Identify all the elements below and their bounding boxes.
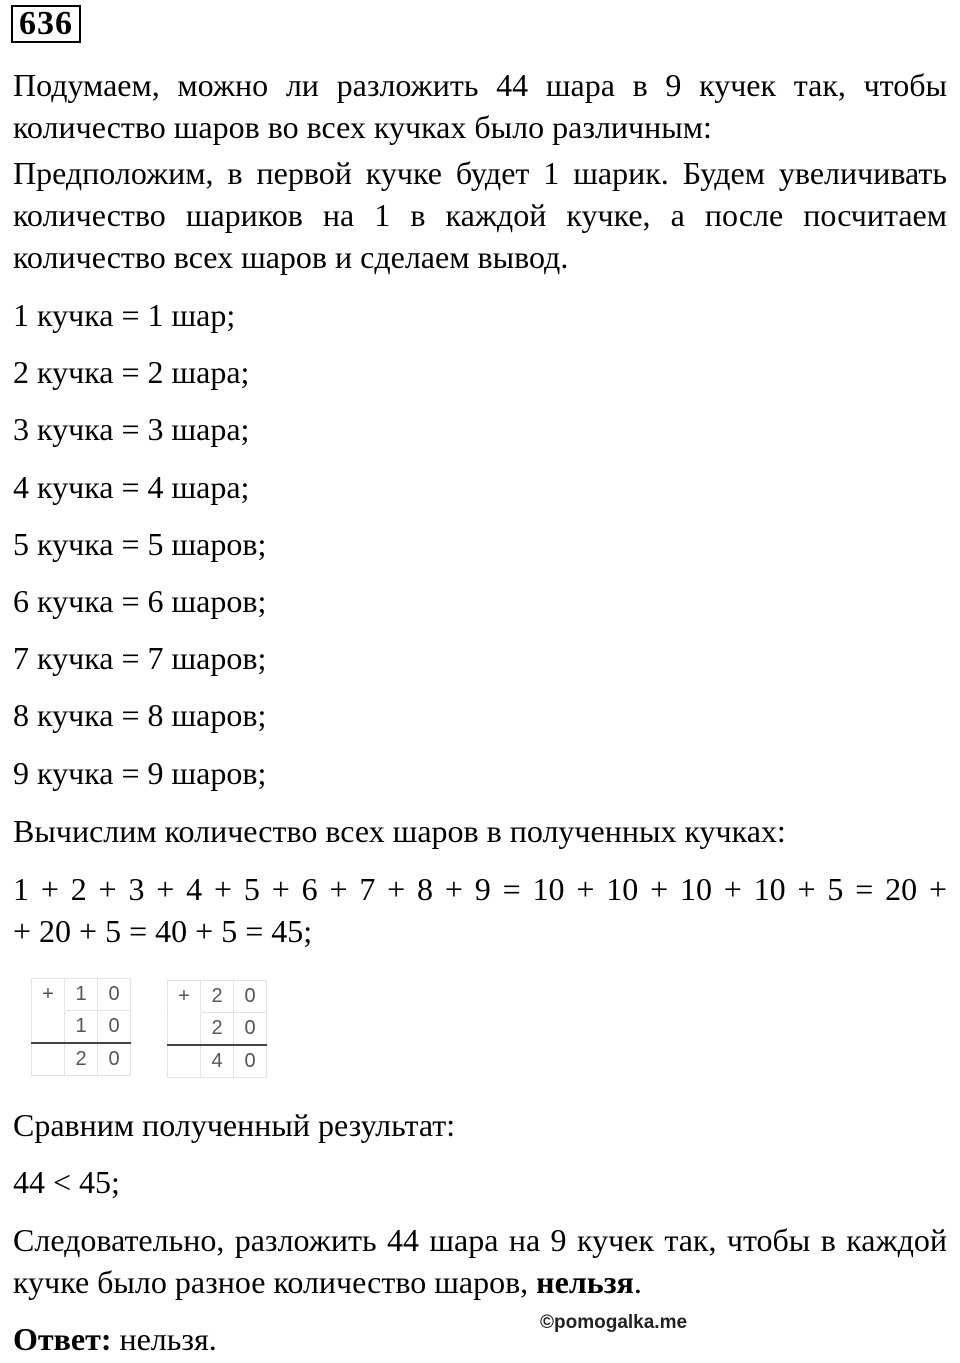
- pile-line: 9 кучка = 9 шаров;: [13, 755, 267, 791]
- digit: 1: [65, 1011, 98, 1044]
- pile-line: 7 кучка = 7 шаров;: [13, 640, 267, 676]
- digit: 0: [98, 979, 131, 1011]
- sum-line-1: 1 + 2 + 3 + 4 + 5 + 6 + 7 + 8 + 9 = 10 + 10 + 10 + 10 + 5 = 20 +: [13, 871, 947, 907]
- digit: 2: [201, 1013, 234, 1046]
- empty-cell: [168, 1013, 201, 1046]
- empty-cell: [168, 1045, 201, 1078]
- conclusion-emphasis: нельзя: [536, 1264, 634, 1300]
- pile-line: 5 кучка = 5 шаров;: [13, 526, 267, 562]
- empty-cell: [32, 1043, 65, 1076]
- conclusion-text: Следовательно, разложить 44 шара на 9 кучек так, чтобы в каждой кучке было разное количество шаров,: [13, 1222, 947, 1300]
- empty-cell: [32, 1011, 65, 1044]
- pile-line: 8 кучка = 8 шаров;: [13, 697, 267, 733]
- answer-line: [13, 1318, 217, 1360]
- pile-line: 4 кучка = 4 шара;: [13, 469, 250, 505]
- pile-line: 2 кучка = 2 шара;: [13, 354, 250, 390]
- assumption-paragraph: Предположим, в первой кучке будет 1 шарик. Будем увеличивать количество шариков на 1 в каждой кучке, а после посчитаем количество всех шаров и сделаем вывод.: [13, 155, 947, 275]
- pile-line: 1 кучка = 1 шар;: [13, 297, 236, 333]
- comparison: 44 < 45;: [13, 1164, 120, 1200]
- pile-line: 3 кучка = 3 шара;: [13, 411, 250, 447]
- plus-sign: +: [32, 979, 65, 1011]
- digit: 4: [201, 1045, 234, 1078]
- digit: 2: [201, 981, 234, 1013]
- digit: 1: [65, 979, 98, 1011]
- plus-sign: +: [168, 981, 201, 1013]
- pile-line: 6 кучка = 6 шаров;: [13, 583, 267, 619]
- column-addition-1: [31, 978, 131, 1076]
- compare-intro: Сравним полученный результат:: [13, 1107, 456, 1143]
- digit: 0: [234, 981, 267, 1013]
- conclusion-end: .: [633, 1264, 642, 1300]
- problem-number: 636: [11, 5, 81, 43]
- digit: 2: [65, 1043, 98, 1076]
- digit: 0: [98, 1011, 131, 1044]
- conclusion-paragraph: [13, 1219, 947, 1303]
- column-addition-2: [167, 980, 267, 1078]
- digit: 0: [234, 1045, 267, 1078]
- digit: 0: [234, 1013, 267, 1046]
- calc-intro: Вычислим количество всех шаров в полученных кучках:: [13, 813, 786, 849]
- digit: 0: [98, 1043, 131, 1076]
- answer-value: нельзя.: [111, 1321, 217, 1357]
- copyright-watermark: ©pomogalka.me: [540, 1312, 688, 1333]
- sum-line-2: + 20 + 5 = 40 + 5 = 45;: [13, 913, 313, 949]
- intro-paragraph: Подумаем, можно ли разложить 44 шара в 9 кучек так, чтобы количество шаров во всех кучках было различным:: [13, 67, 947, 145]
- answer-label: Ответ:: [13, 1321, 112, 1357]
